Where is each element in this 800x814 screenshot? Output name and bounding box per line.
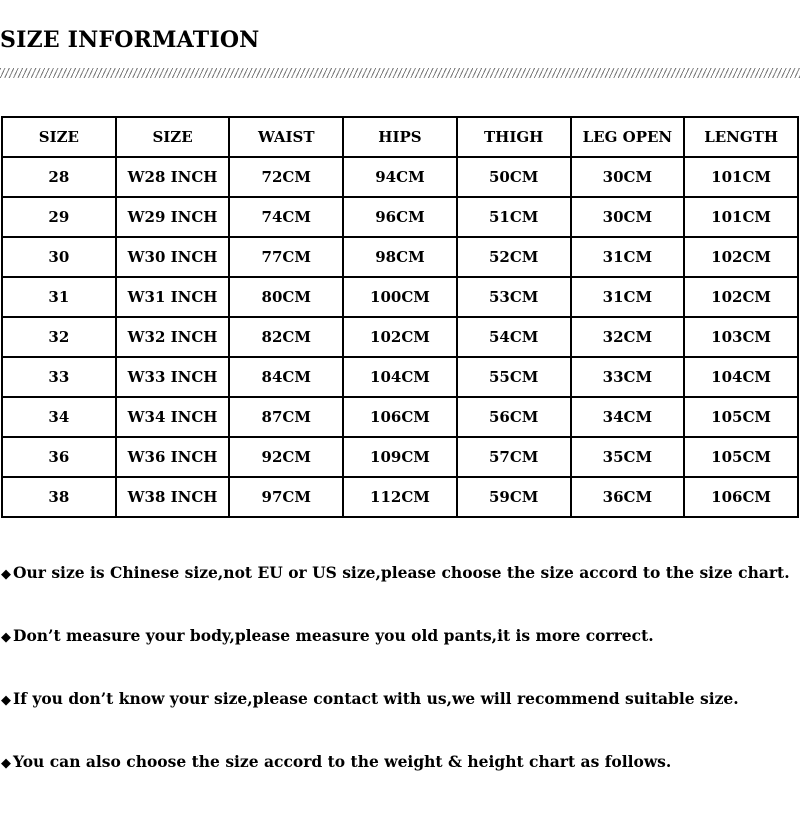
note-text: If you don’t know your size,please contact with us,we will recommend suitable size.: [13, 689, 739, 708]
cell-leg-open: 34CM: [571, 397, 685, 437]
cell-size-number: 30: [2, 237, 116, 277]
cell-waist: 92CM: [229, 437, 343, 477]
diamond-bullet-icon: ◆: [1, 567, 11, 582]
note-item: [1, 562, 799, 625]
note-item: [1, 688, 799, 751]
cell-hips: 98CM: [343, 237, 457, 277]
header-cell-waist: WAIST: [229, 117, 343, 157]
diamond-bullet-icon: ◆: [1, 630, 11, 645]
cell-thigh: 56CM: [457, 397, 571, 437]
note-text: Don’t measure your body,please measure you old pants,it is more correct.: [13, 626, 654, 645]
header-cell-thigh: THIGH: [457, 117, 571, 157]
header-row: [2, 117, 798, 157]
diamond-bullet-icon: ◆: [1, 756, 11, 771]
cell-length: 101CM: [684, 157, 798, 197]
cell-size-inch: W29 INCH: [116, 197, 230, 237]
note-text: Our size is Chinese size,not EU or US size,please choose the size accord to the size chart.: [13, 563, 790, 582]
size-chart-header: [2, 117, 798, 157]
table-row: [2, 397, 798, 437]
cell-waist: 74CM: [229, 197, 343, 237]
page-title: SIZE INFORMATION: [0, 27, 260, 53]
note-item: [1, 625, 799, 688]
header-cell-size-inch: SIZE: [116, 117, 230, 157]
cell-waist: 84CM: [229, 357, 343, 397]
cell-leg-open: 30CM: [571, 197, 685, 237]
cell-thigh: 53CM: [457, 277, 571, 317]
table-row: [2, 197, 798, 237]
cell-size-number: 36: [2, 437, 116, 477]
table-row: [2, 437, 798, 477]
cell-size-number: 32: [2, 317, 116, 357]
diamond-bullet-icon: ◆: [1, 693, 11, 708]
cell-waist: 77CM: [229, 237, 343, 277]
size-notes: [1, 562, 799, 814]
cell-size-number: 28: [2, 157, 116, 197]
cell-size-number: 29: [2, 197, 116, 237]
cell-leg-open: 31CM: [571, 237, 685, 277]
cell-leg-open: 33CM: [571, 357, 685, 397]
cell-thigh: 54CM: [457, 317, 571, 357]
cell-size-number: 31: [2, 277, 116, 317]
cell-length: 102CM: [684, 277, 798, 317]
cell-length: 105CM: [684, 437, 798, 477]
cell-size-inch: W30 INCH: [116, 237, 230, 277]
cell-hips: 100CM: [343, 277, 457, 317]
cell-size-number: 33: [2, 357, 116, 397]
cell-size-inch: W34 INCH: [116, 397, 230, 437]
table-row: [2, 357, 798, 397]
cell-size-inch: W32 INCH: [116, 317, 230, 357]
cell-leg-open: 30CM: [571, 157, 685, 197]
size-chart-body: [2, 157, 798, 517]
cell-length: 105CM: [684, 397, 798, 437]
cell-hips: 106CM: [343, 397, 457, 437]
cell-hips: 112CM: [343, 477, 457, 517]
cell-leg-open: 35CM: [571, 437, 685, 477]
cell-waist: 97CM: [229, 477, 343, 517]
cell-size-inch: W28 INCH: [116, 157, 230, 197]
cell-waist: 72CM: [229, 157, 343, 197]
cell-size-inch: W33 INCH: [116, 357, 230, 397]
note-item: [1, 751, 799, 814]
cell-hips: 94CM: [343, 157, 457, 197]
table-row: [2, 277, 798, 317]
cell-size-inch: W36 INCH: [116, 437, 230, 477]
cell-thigh: 50CM: [457, 157, 571, 197]
hatched-divider: [0, 68, 800, 78]
cell-length: 104CM: [684, 357, 798, 397]
table-row: [2, 237, 798, 277]
header-cell-size-number: SIZE: [2, 117, 116, 157]
header-cell-hips: HIPS: [343, 117, 457, 157]
size-chart-table: [1, 116, 799, 518]
table-row: [2, 477, 798, 517]
header-cell-leg-open: LEG OPEN: [571, 117, 685, 157]
cell-thigh: 57CM: [457, 437, 571, 477]
cell-thigh: 59CM: [457, 477, 571, 517]
table-row: [2, 317, 798, 357]
cell-length: 102CM: [684, 237, 798, 277]
cell-thigh: 55CM: [457, 357, 571, 397]
cell-hips: 109CM: [343, 437, 457, 477]
cell-waist: 87CM: [229, 397, 343, 437]
cell-size-inch: W31 INCH: [116, 277, 230, 317]
cell-thigh: 51CM: [457, 197, 571, 237]
cell-leg-open: 36CM: [571, 477, 685, 517]
table-row: [2, 157, 798, 197]
cell-leg-open: 32CM: [571, 317, 685, 357]
cell-hips: 104CM: [343, 357, 457, 397]
cell-length: 103CM: [684, 317, 798, 357]
cell-waist: 82CM: [229, 317, 343, 357]
cell-length: 101CM: [684, 197, 798, 237]
note-text: You can also choose the size accord to the weight & height chart as follows.: [13, 752, 672, 771]
cell-size-inch: W38 INCH: [116, 477, 230, 517]
cell-thigh: 52CM: [457, 237, 571, 277]
cell-leg-open: 31CM: [571, 277, 685, 317]
cell-size-number: 34: [2, 397, 116, 437]
cell-length: 106CM: [684, 477, 798, 517]
cell-waist: 80CM: [229, 277, 343, 317]
header-cell-length: LENGTH: [684, 117, 798, 157]
cell-hips: 96CM: [343, 197, 457, 237]
cell-hips: 102CM: [343, 317, 457, 357]
cell-size-number: 38: [2, 477, 116, 517]
